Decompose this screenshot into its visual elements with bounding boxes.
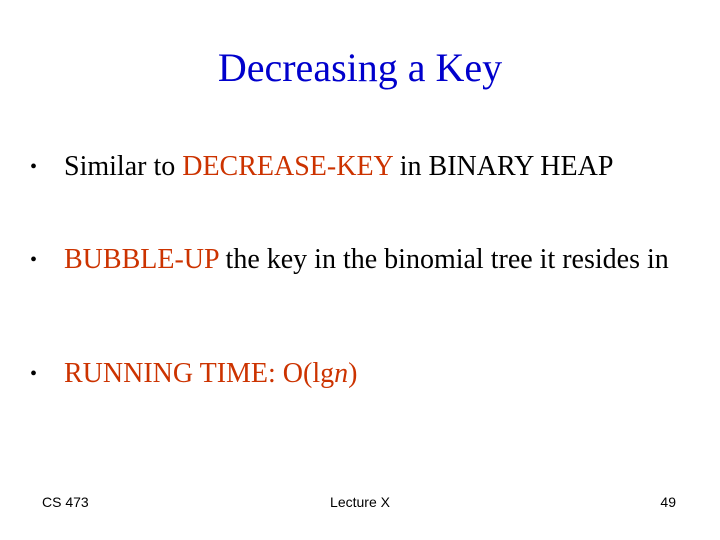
bullet-text [64, 243, 700, 277]
bullet-item-3 [30, 357, 700, 391]
bullet-icon: • [30, 363, 38, 385]
bullet-text-part-accent: DECREASE-KEY [182, 151, 393, 182]
footer-lecture: Lecture X [330, 494, 390, 510]
bullet-item-2 [30, 243, 700, 277]
bullet-text-part-accent: BUBBLE-UP [64, 244, 219, 275]
bullet-text-part-accent: ) [348, 358, 358, 389]
bullet-item-1 [30, 150, 700, 184]
bullet-text-part: Similar to [64, 151, 183, 182]
bullet-text-part-accent: RUNNING TIME: O(lg [64, 358, 335, 389]
bullet-text [64, 357, 700, 391]
footer-course: CS 473 [42, 494, 89, 510]
bullet-icon: • [30, 249, 38, 271]
slide-title: Decreasing a Key [217, 45, 503, 90]
bullet-text-part: the key in the binomial tree it resides in [218, 244, 669, 275]
bullet-text-part: in BINARY HEAP [392, 151, 614, 182]
bullet-text-part-italic: n [334, 358, 349, 389]
footer-page-number: 49 [660, 494, 676, 510]
bullet-text [64, 150, 700, 184]
bullet-icon: • [30, 156, 38, 178]
